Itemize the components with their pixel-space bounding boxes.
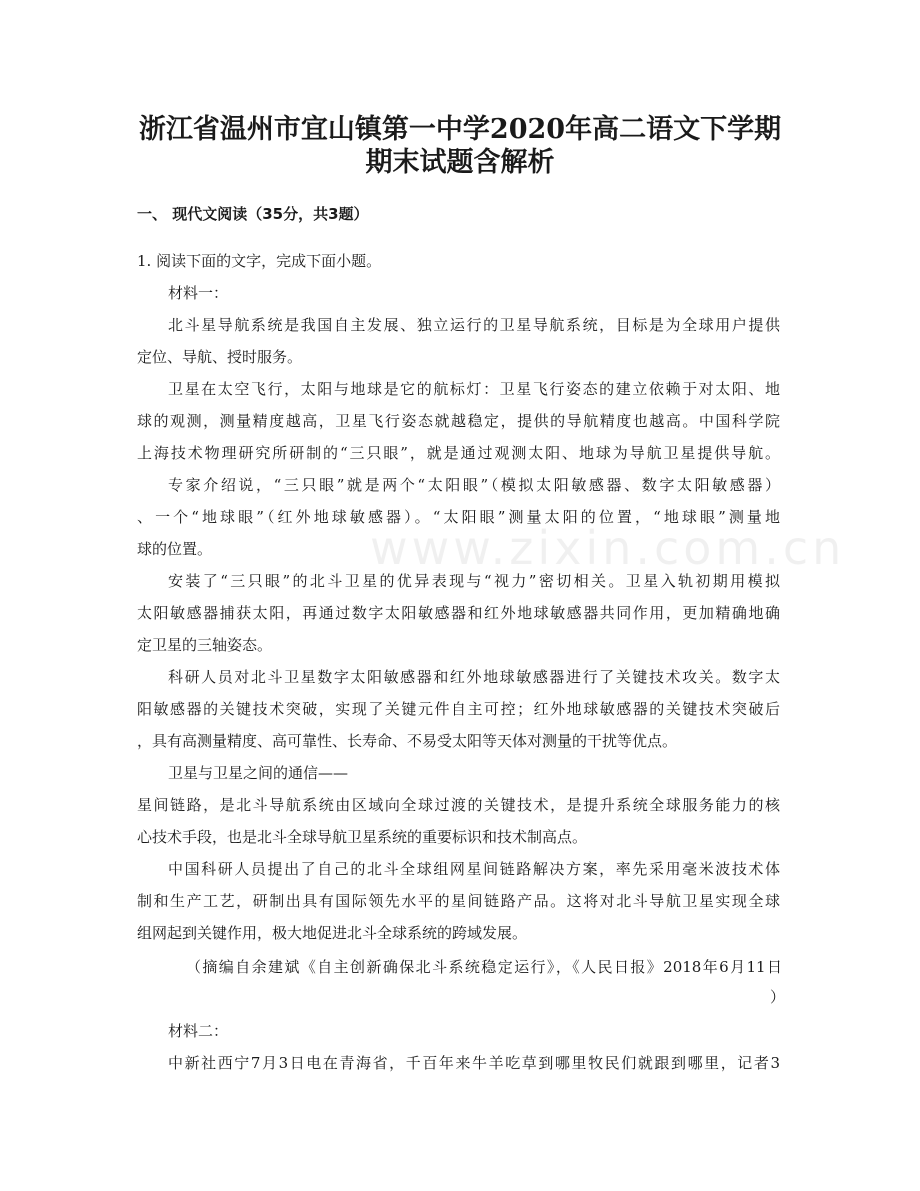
paragraph-line: 专家介绍说，“三只眼”就是两个“太阳眼”（模拟太阳敏感器、数字太阳敏感器）: [168, 476, 780, 494]
paragraph-line: 球的位置。: [137, 540, 213, 558]
paragraph-line: 北斗星导航系统是我国自主发展、独立运行的卫星导航系统，目标是为全球用户提供: [168, 316, 780, 334]
paragraph-line: 心技术手段，也是北斗全球导航卫星系统的重要标识和技术制高点。: [137, 828, 588, 846]
section-heading: 一、 现代文阅读（35分，共3题）: [137, 205, 369, 223]
paragraph-line: 阳敏感器的关键技术突破，实现了关键元件自主可控；红外地球敏感器的关键技术突破后: [137, 700, 780, 718]
paragraph-line: 定卫星的三轴姿态。: [137, 636, 273, 654]
paragraph-line: 太阳敏感器捕获太阳，再通过数字太阳敏感器和红外地球敏感器共同作用，更加精确地确: [137, 604, 780, 622]
paragraph-line: 星间链路，是北斗导航系统由区域向全球过渡的关键技术，是提升系统全球服务能力的核: [137, 796, 780, 814]
document-title-line-1: 浙江省温州市宜山镇第一中学2020年高二语文下学期: [138, 114, 782, 145]
document-title-line-2: 期末试题含解析: [365, 147, 555, 178]
paragraph-line: 科研人员对北斗卫星数字太阳敏感器和红外地球敏感器进行了关键技术攻关。数字太: [168, 668, 780, 686]
paragraph-line: 组网起到关键作用，极大地促进北斗全球系统的跨域发展。: [137, 924, 528, 942]
paragraph-line: 球的观测，测量精度越高，卫星飞行姿态就越稳定，提供的导航精度也越高。中国科学院: [137, 412, 780, 430]
citation-line: ）: [770, 988, 786, 1006]
watermark: www.zixin.com.cn: [370, 521, 846, 575]
paragraph-line: 中新社西宁7月3日电在青海省，千百年来牛羊吃草到哪里牧民们就跟到哪里，记者3: [168, 1054, 780, 1072]
paragraph-line: 制和生产工艺，研制出具有国际领先水平的星间链路产品。这将对北斗导航卫星实现全球: [137, 892, 780, 910]
paragraph-line: 、一个“地球眼”（红外地球敏感器）。“太阳眼”测量太阳的位置，“地球眼”测量地: [137, 508, 780, 526]
paragraph-line: 安装了“三只眼”的北斗卫星的优异表现与“视力”密切相关。卫星入轨初期用模拟: [168, 572, 780, 590]
material-label: 材料二：: [168, 1022, 229, 1040]
paragraph-line: 定位、导航、授时服务。: [137, 348, 303, 366]
paragraph-line: 中国科研人员提出了自己的北斗全球组网星间链路解决方案，率先采用毫米波技术体: [168, 860, 780, 878]
material-label: 材料一：: [168, 284, 229, 302]
citation-line: （摘编自余建斌《自主创新确保北斗系统稳定运行》，《人民日报》2018年6月11日: [186, 958, 782, 976]
paragraph-line: 卫星在太空飞行，太阳与地球是它的航标灯：卫星飞行姿态的建立依赖于对太阳、地: [168, 380, 780, 398]
question-prompt: 1. 阅读下面的文字，完成下面小题。: [137, 252, 382, 270]
paragraph-line: 上海技术物理研究所研制的“三只眼”，就是通过观测太阳、地球为导航卫星提供导航。: [137, 444, 780, 462]
paragraph-line: 卫星与卫星之间的通信——: [168, 764, 349, 782]
paragraph-line: ，具有高测量精度、高可靠性、长寿命、不易受太阳等天体对测量的干扰等优点。: [137, 732, 678, 750]
